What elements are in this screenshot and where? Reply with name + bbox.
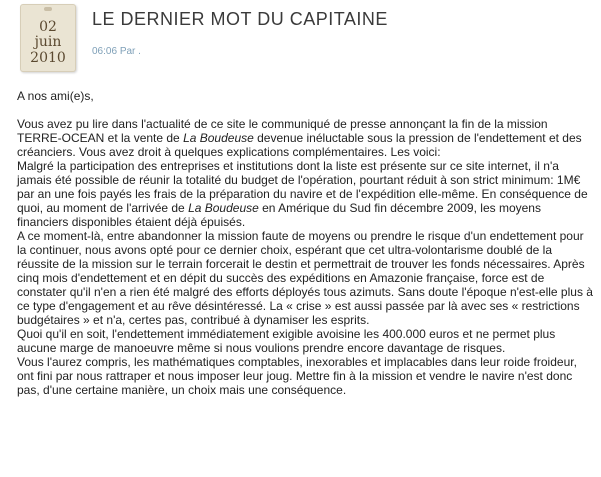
post-author-label: Par . <box>119 46 141 57</box>
post-meta <box>92 46 141 57</box>
greeting: A nos ami(e)s, <box>17 89 94 103</box>
post-title[interactable]: LE DERNIER MOT DU CAPITAINE <box>92 9 388 29</box>
ship-name: La Boudeuse <box>188 201 259 215</box>
paragraph-5: Vous l'aurez compris, les mathématiques comptables, inexorables et implacables dans leur roide froideur, ont fini par nous rattraper et nous imposer leur joug. Mettre fin à la mission et vendre le navire n'est donc pas, d'une certaine manière, un choix mais une conséquence. <box>17 355 577 397</box>
post-body <box>17 89 595 397</box>
paragraph-1-end: devenue inéluctable sous la pression de l'endettement et des créanciers. Vous avez droit à quelques explications complémentaires. Les voici: <box>17 131 582 159</box>
date-month: juin <box>34 34 62 50</box>
paragraph-2 <box>17 159 595 229</box>
paragraph-2-end: en Amérique du Sud fin décembre 2009, les moyens financiers disponibles étaient déjà épuisés. <box>17 201 541 229</box>
date-year: 2010 <box>30 50 66 66</box>
ship-name: La Boudeuse <box>183 131 254 145</box>
date-badge <box>20 4 76 72</box>
paragraph-2-start: Malgré la participation des entreprises et institutions dont la liste est présente sur ce site internet, il n'a jamais été possible de réunir la totalité du budget de l'opération, pourtant réduit à son strict minimum: 1M€ par an une fois payés les frais de la préparation du navire et de l'expédition elle-même. En conséquence de quoi, au moment de l'arrivée de <box>17 159 588 215</box>
post-time: 06:06 <box>92 46 118 57</box>
paragraph-3: A ce moment-là, entre abandonner la mission faute de moyens ou prendre le risque d'un endettement pour la continuer, nous avons opté pour ce dernier choix, espérant que cet ultra-volontarisme doublé de la réussite de la mission sur le terrain forcerait le destin et permettrait de trouver les fonds nécessaires. Après cinq mois d'endettement et en dépit du succès des expéditions en Amazonie française, force est de constater qu'il n'en a rien été malgré des efforts déployés tous azimuts. Sans doute l'époque n'est-elle plus à ce type d'engagement et au rêve désintéressé. La « crise » est aussi passée par là avec ses « restrictions budgétaires » et n'a, certes pas, contribué à dynamiser les esprits. <box>17 229 593 327</box>
date-day: 02 <box>39 19 57 35</box>
paragraph-1-start: Vous avez pu lire dans l'actualité de ce site le communiqué de presse annonçant la fin de la mission TERRE-OCEAN et la vente de <box>17 117 548 145</box>
pin-decoration <box>44 7 52 11</box>
paragraph-4: Quoi qu'il en soit, l'endettement immédiatement exigible avoisine les 400.000 euros et ne permet plus aucune marge de manoeuvre même si nous voulions prendre encore davantage de risques. <box>17 327 556 355</box>
paragraph-1 <box>17 117 595 159</box>
